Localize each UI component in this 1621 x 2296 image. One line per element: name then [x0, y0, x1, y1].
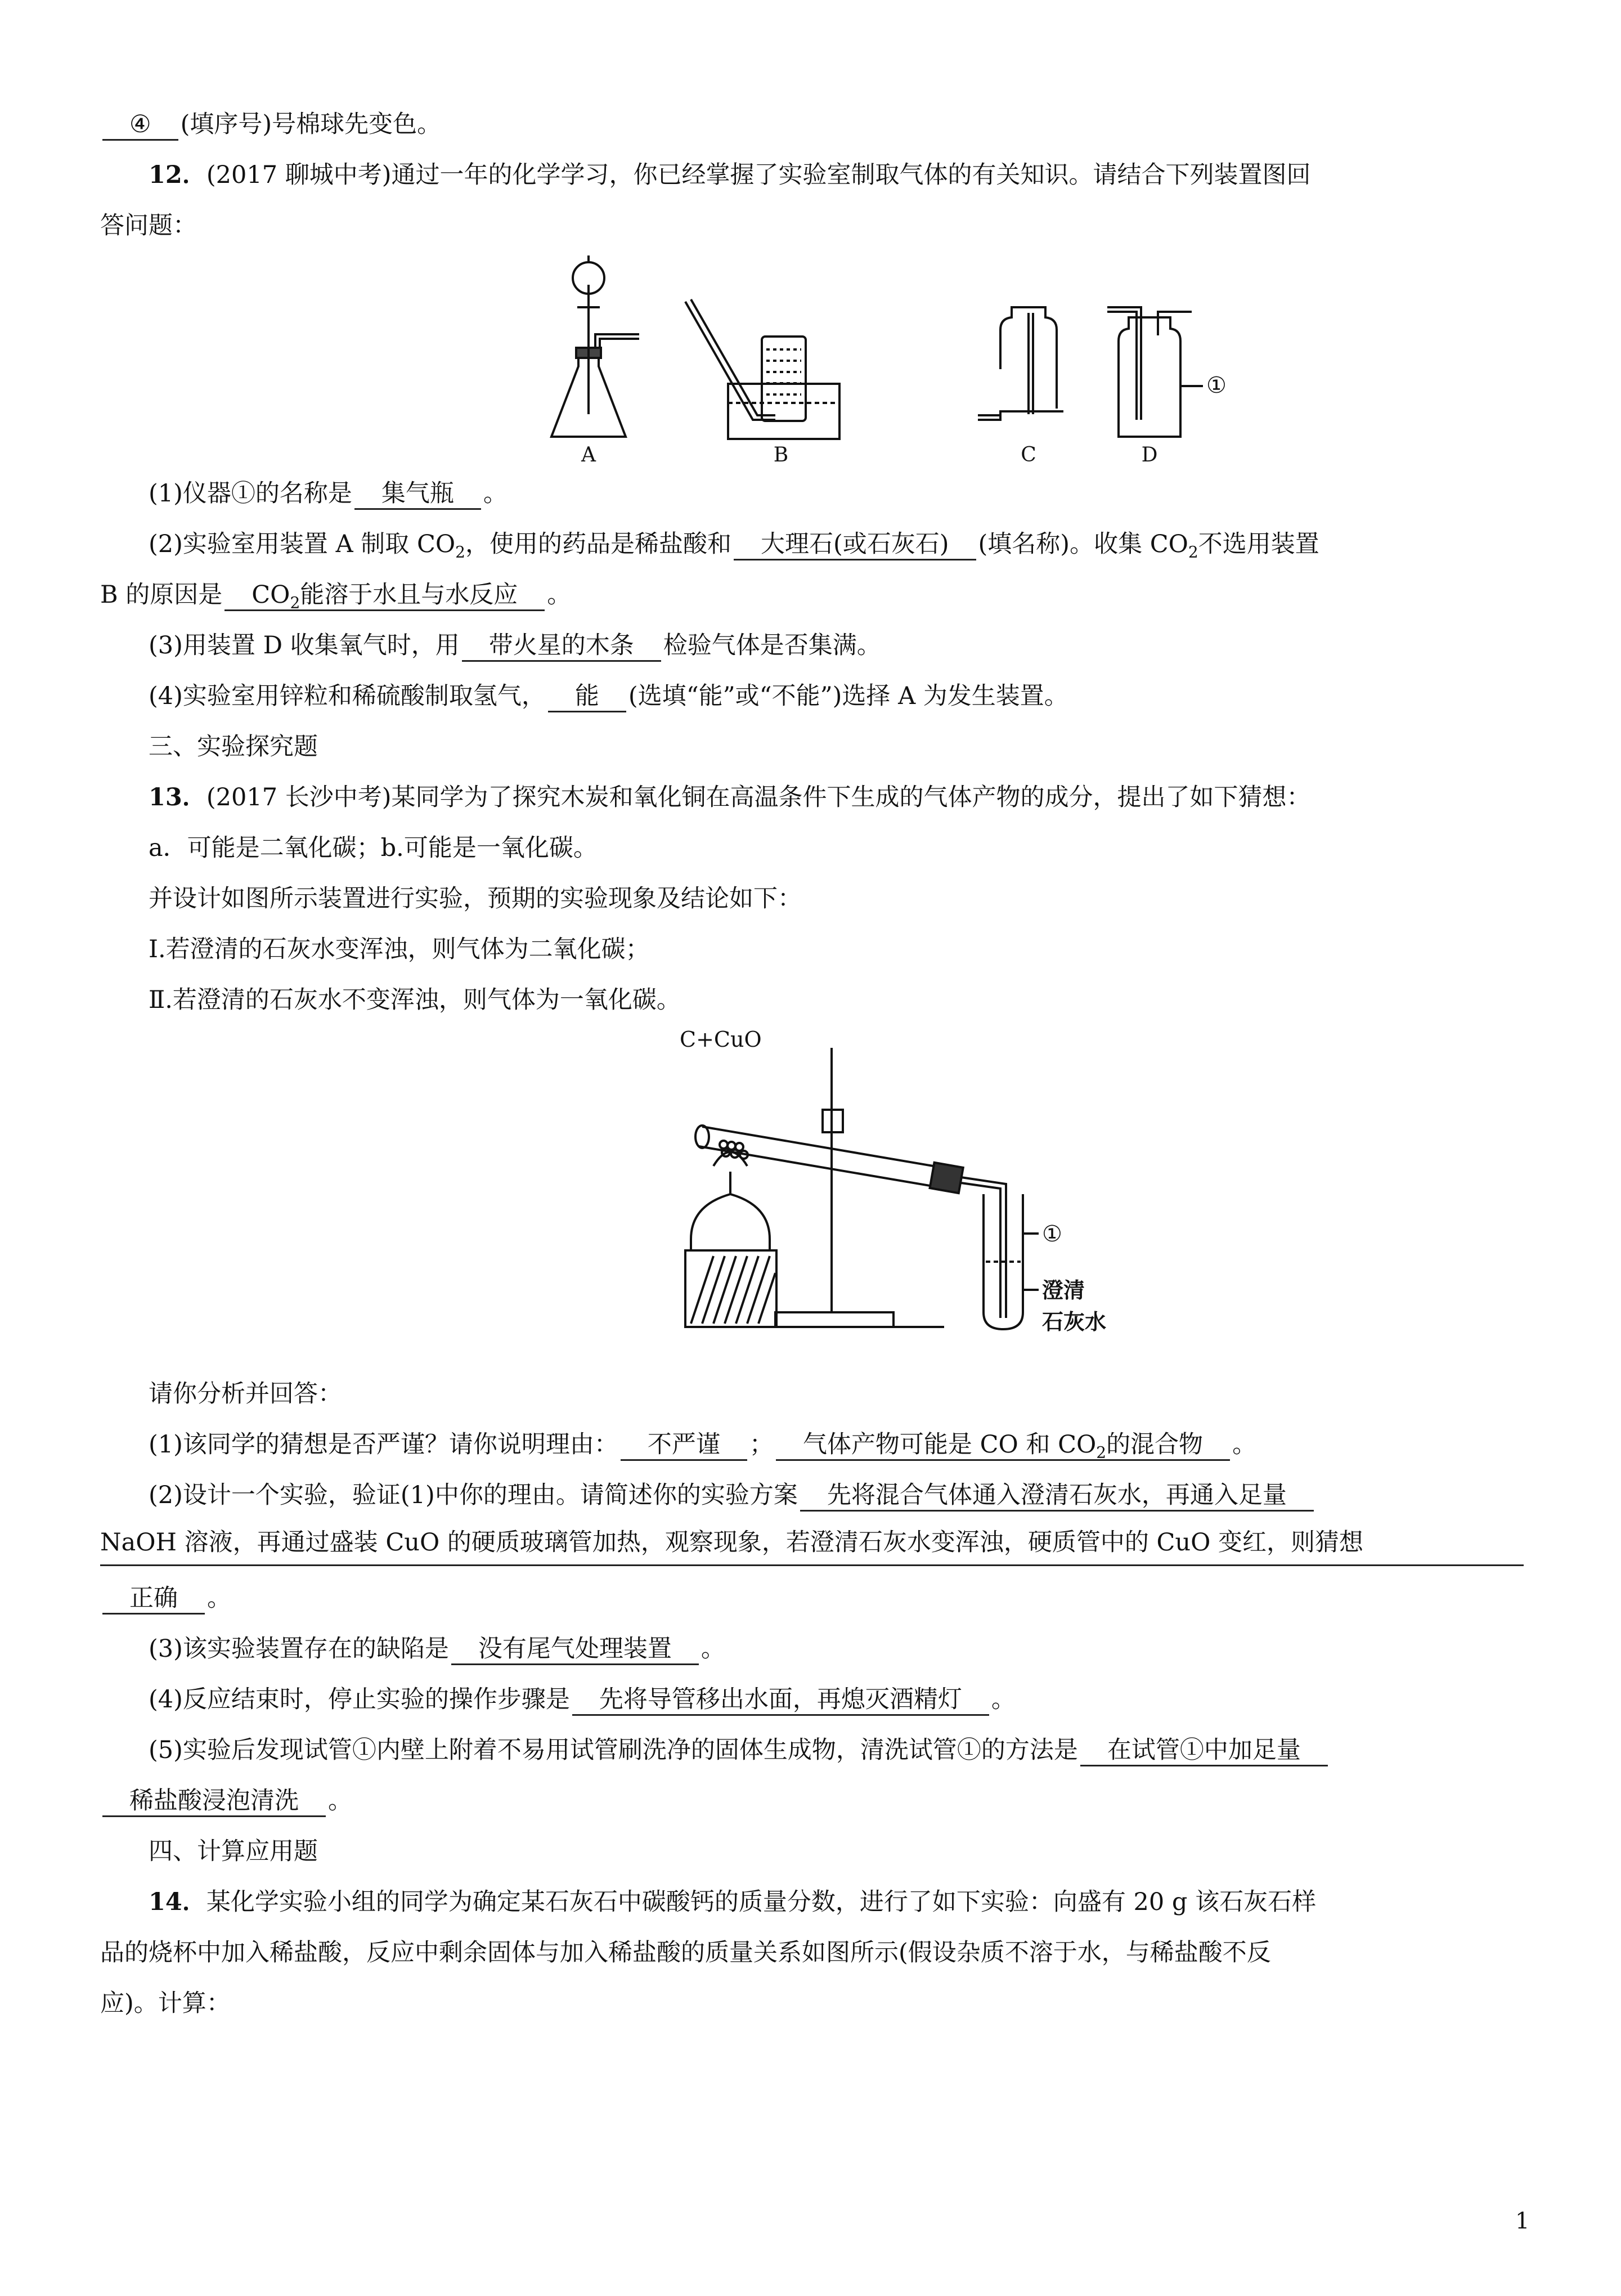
question-number: 14．	[149, 1888, 206, 1916]
answer-blank: 能	[548, 681, 626, 712]
q13-ask: 请你分析并回答：	[149, 1380, 342, 1408]
answer-blank: 先将混合气体通入澄清石灰水，再通入足量	[800, 1481, 1314, 1512]
q13-part2-answer-line: NaOH 溶液，再通过盛装 CuO 的硬质玻璃管加热，观察现象，若澄清石灰水变浑浊，硬质管中的 CuO 变红，则猜想	[100, 1521, 1524, 1566]
apparatus-c	[978, 307, 1063, 420]
q13-guess: a．可能是二氧化碳；b.可能是一氧化碳。	[149, 834, 598, 862]
label-c-cuo: C+CuO	[680, 1027, 762, 1052]
question-number: 12．	[149, 161, 206, 189]
q12-part3: (3)用装置 D 收集氧气时，用 带火星的木条 检验气体是否集满。	[100, 620, 1524, 671]
apparatus-diagram	[100, 251, 1524, 468]
answer-blank: 不严谨	[621, 1430, 747, 1461]
apparatus-d	[1107, 307, 1203, 437]
q13-part2-end: 正确 。	[100, 1573, 1524, 1624]
answer-blank: 没有尾气处理装置	[451, 1634, 699, 1665]
answer-blank: $CO_2$能溶于水且与水反应	[224, 580, 545, 611]
q12-intro: 12．(2017 聊城中考)通过一年的化学学习，你已经掌握了实验室制取气体的有关知识。请结合下列装置图回	[149, 161, 1311, 189]
q13-part1: (1)该同学的猜想是否严谨？请你说明理由： 不严谨 ； 气体产物可能是 CO 和 $CO_2$的混合物 。	[149, 1430, 1257, 1462]
label-d: D	[1141, 443, 1158, 467]
question-number: 13．	[149, 783, 206, 811]
apparatus-a	[551, 255, 639, 437]
answer-blank: 正确	[102, 1584, 205, 1615]
top-line: ④ (填序号)号棉球先变色。	[100, 99, 1524, 150]
answer-blank: 大理石(或石灰石)	[734, 530, 976, 560]
apparatus-b	[685, 299, 839, 439]
q13-conclusion-1: Ⅰ.若澄清的石灰水变浑浊，则气体为二氧化碳；	[149, 935, 650, 963]
label-b: B	[773, 443, 789, 467]
label-marker-1: ①	[1042, 1221, 1062, 1247]
answer-blank: 气体产物可能是 CO 和 $CO_2$的混合物	[776, 1430, 1230, 1461]
q12-part2-cont: B 的原因是 $CO_2$能溶于水且与水反应 。	[100, 581, 572, 612]
answer-blank: 稀盐酸浸泡清洗	[102, 1786, 326, 1817]
q12-part4: (4)实验室用锌粒和稀硫酸制取氢气， 能 (选填“能”或“不能”)选择 A 为发生装置。	[100, 671, 1524, 721]
q13-part5: (5)实验后发现试管①内壁上附着不易用试管刷洗净的固体生成物，清洗试管①的方法是 在试管①中加足量	[100, 1725, 1524, 1775]
answer-blank: 集气瓶	[354, 479, 481, 510]
apparatus-figure-cuo	[100, 1025, 1524, 1369]
q13-conclusion-2: Ⅱ.若澄清的石灰水不变浑浊，则气体为一氧化碳。	[149, 986, 681, 1014]
q12-part1: (1)仪器①的名称是 集气瓶 。	[100, 468, 1524, 519]
reduction-apparatus-diagram	[100, 1025, 1524, 1369]
q13-part2: (2)设计一个实验，验证(1)中你的理由。请简述你的实验方案 先将混合气体通入澄清石灰水，再通入足量	[100, 1470, 1524, 1521]
q14-line2: 品的烧杯中加入稀盐酸，反应中剩余固体与加入稀盐酸的质量关系如图所示(假设杂质不溶于水，与稀盐酸不反	[100, 1939, 1271, 1967]
q14-line1: 14．某化学实验小组的同学为确定某石灰石中碳酸钙的质量分数，进行了如下实验：向盛有 20 g 该石灰石样	[149, 1888, 1317, 1916]
label-c: C	[1021, 443, 1036, 467]
label-limewater-1: 澄清	[1042, 1277, 1085, 1303]
section-heading-4: 四、计算应用题	[149, 1837, 318, 1866]
apparatus-figure-abcd	[100, 251, 1524, 468]
q13-part3: (3)该实验装置存在的缺陷是 没有尾气处理装置 。	[100, 1624, 1524, 1674]
answer-blank: ④	[102, 110, 178, 141]
worksheet-content	[100, 99, 1524, 2029]
label-a: A	[581, 443, 596, 467]
page-number: 1	[1515, 2208, 1530, 2234]
q12-part2: (2)实验室用装置 A 制取 $CO_2$，使用的药品是稀盐酸和 大理石(或石灰石) (填名称)。收集 $CO_2$不选用装置	[149, 530, 1319, 562]
answer-blank: 在试管①中加足量	[1080, 1736, 1328, 1766]
section-heading-3: 三、实验探究题	[149, 733, 318, 761]
q13-design: 并设计如图所示装置进行实验，预期的实验现象及结论如下：	[149, 885, 802, 913]
q13-part5-end: 稀盐酸浸泡清洗 。	[100, 1775, 1524, 1826]
q13-part4: (4)反应结束时，停止实验的操作步骤是 先将导管移出水面，再熄灭酒精灯 。	[100, 1674, 1524, 1725]
label-marker-1: ①	[1206, 373, 1227, 398]
answer-blank: 先将导管移出水面，再熄灭酒精灯	[572, 1685, 989, 1716]
q14-line3: 应)。计算：	[100, 1989, 231, 2017]
q13-intro: 13．(2017 长沙中考)某同学为了探究木炭和氧化铜在高温条件下生成的气体产物的成分，提出了如下猜想：	[149, 783, 1311, 811]
q12-intro-cont: 答问题：	[100, 212, 197, 240]
label-limewater-2: 石灰水	[1042, 1309, 1107, 1334]
answer-blank: 带火星的木条	[462, 631, 661, 662]
